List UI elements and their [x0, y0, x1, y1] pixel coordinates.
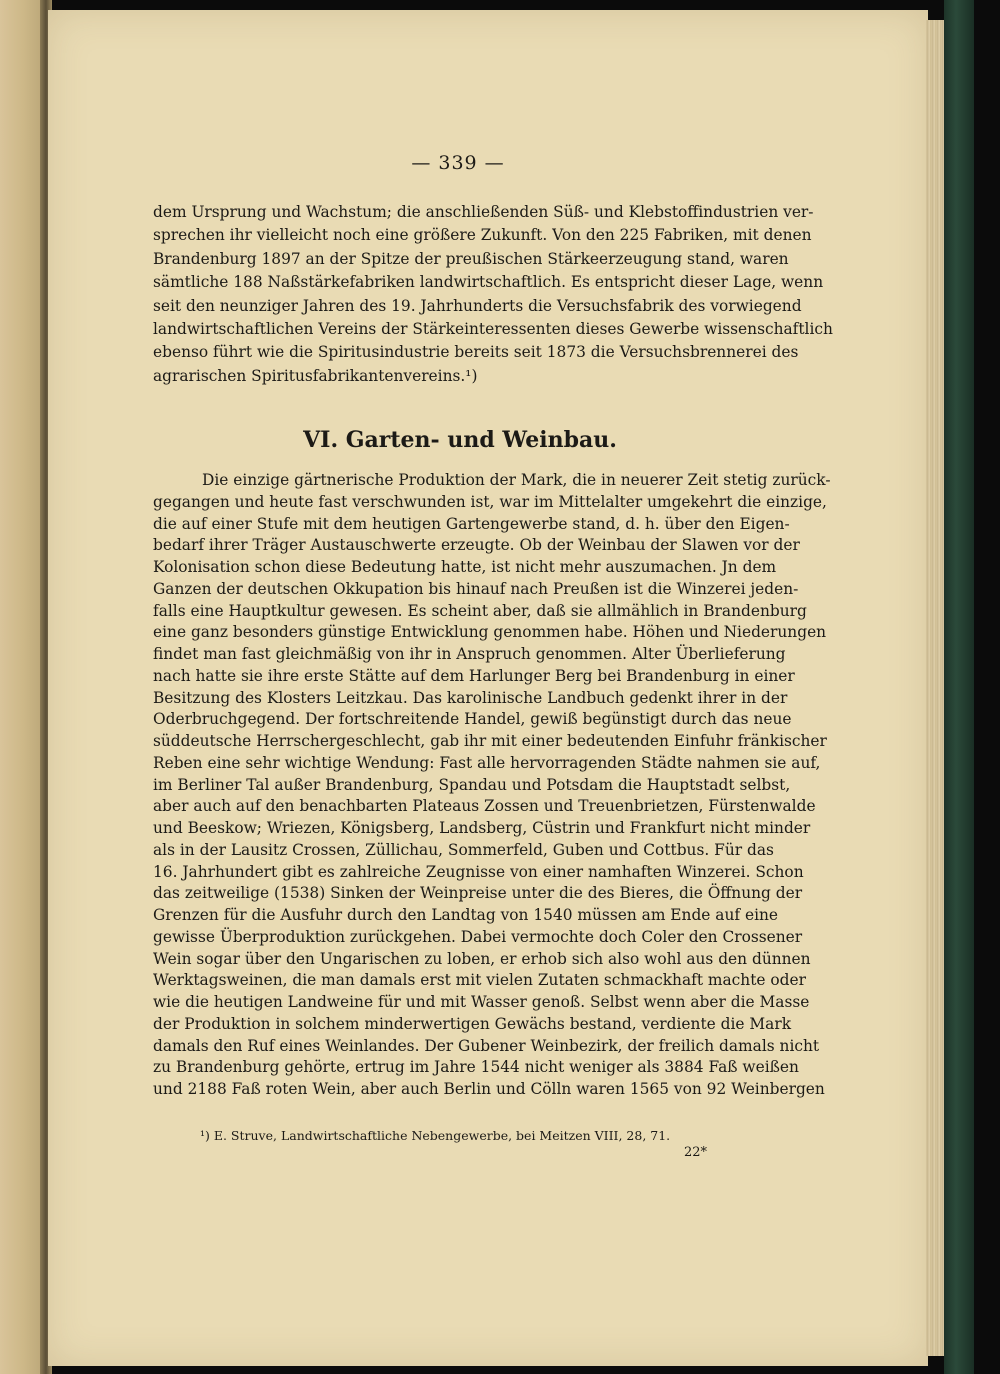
- text-line: und Beeskow; Wriezen, Königsberg, Landsberg, Cüstrin und Frankfurt nicht minder: [153, 819, 811, 837]
- text-line: die auf einer Stufe mit dem heutigen Gartengewerbe stand, d. h. über den Eigen-: [153, 514, 790, 533]
- text-line: Ganzen der deutschen Okkupation bis hinauf nach Preußen ist die Winzerei jeden-: [153, 579, 799, 598]
- text-line: agrarischen Spiritusfabrikantenvereins.¹): [153, 366, 478, 385]
- text-line: als in der Lausitz Crossen, Züllichau, Sommerfeld, Guben und Cottbus. Für das: [153, 840, 774, 859]
- book-cover-edge: [944, 0, 974, 1374]
- text-line: Grenzen für die Ausfuhr durch den Landtag von 1540 müssen am Ende auf eine: [153, 906, 779, 924]
- text-line: falls eine Hauptkultur gewesen. Es scheint aber, daß sie allmählich in Brandenburg: [153, 601, 807, 620]
- page-edges: [926, 20, 946, 1356]
- text-line: Die einzige gärtnerische Produktion der Mark, die in neuerer Zeit stetig zurück-: [202, 471, 831, 489]
- text-line: landwirtschaftlichen Vereins der Stärkeinteressenten dieses Gewerbe wissenschaftlich: [153, 320, 833, 338]
- text-line: Werktagsweinen, die man damals erst mit vielen Zutaten schmackhaft machte oder: [153, 971, 806, 990]
- text-line: dem Ursprung und Wachstum; die anschließenden Süß- und Klebstoffindustrien ver-: [153, 203, 814, 221]
- text-line: aber auch auf den benachbarten Plateaus Zossen und Treuenbrietzen, Fürstenwalde: [153, 797, 816, 816]
- text-line: Besitzung des Klosters Leitzkau. Das karolinische Landbuch gedenkt ihrer in der: [153, 688, 788, 707]
- text-line: Reben eine sehr wichtige Wendung: Fast alle hervorragenden Städte nahmen sie auf,: [153, 753, 821, 772]
- text-line: findet man fast gleichmäßig von ihr in Anspruch genommen. Alter Überlieferung: [153, 645, 786, 663]
- text-line: das zeitweilige (1538) Sinken der Weinpreise unter die des Bieres, die Öffnung der: [153, 884, 803, 903]
- text-line: damals den Ruf eines Weinlandes. Der Gubener Weinbezirk, der freilich damals nicht: [153, 1036, 820, 1055]
- text-line: Kolonisation schon diese Bedeutung hatte, ist nicht mehr auszumachen. Jn dem: [153, 558, 777, 576]
- printer-signature: 22*: [684, 1145, 708, 1160]
- text-line: nach hatte sie ihre erste Stätte auf dem Harlunger Berg bei Brandenburg in einer: [153, 666, 795, 685]
- text-line: gewisse Überproduktion zurückgehen. Dabei vermochte doch Coler den Crossener: [153, 927, 803, 946]
- text-line: der Produktion in solchem minderwertigen Gewächs bestand, verdiente die Mark: [153, 1014, 792, 1033]
- page-number: — 339 —: [411, 152, 505, 174]
- text-line: ebenso führt wie die Spiritusindustrie bereits seit 1873 die Versuchsbrennerei des: [153, 343, 799, 362]
- text-line: wie die heutigen Landweine für und mit Wasser genoß. Selbst wenn aber die Masse: [153, 993, 810, 1011]
- text-line: bedarf ihrer Träger Austauschwerte erzeugte. Ob der Weinbau der Slawen vor der: [153, 536, 800, 555]
- text-line: Wein sogar über den Ungarischen zu loben, er erhob sich also wohl aus den dünnen: [153, 949, 811, 968]
- text-line: Brandenburg 1897 an der Spitze der preußischen Stärkeerzeugung stand, waren: [153, 249, 789, 268]
- text-line: sämtliche 188 Naßstärkefabriken landwirtschaftlich. Es entspricht dieser Lage, wenn: [153, 273, 824, 292]
- text-line: Oderbruchgegend. Der fortschreitende Handel, gewiß begünstigt durch das neue: [153, 710, 792, 729]
- text-line: zu Brandenburg gehörte, ertrug im Jahre 1544 nicht weniger als 3884 Faß weißen: [153, 1058, 799, 1077]
- text-line: und 2188 Faß roten Wein, aber auch Berlin und Cölln waren 1565 von 92 Weinbergen: [153, 1080, 825, 1098]
- text-line: süddeutsche Herrschergeschlecht, gab ihr mit einer bedeutenden Einfuhr fränkischer: [153, 732, 827, 750]
- text-line: seit den neunziger Jahren des 19. Jahrhunderts die Versuchsfabrik des vorwiegend: [153, 296, 802, 315]
- text-line: gegangen und heute fast verschwunden ist, war im Mittelalter umgekehrt die einzige,: [153, 492, 827, 511]
- text-line: im Berliner Tal außer Brandenburg, Spandau und Potsdam die Hauptstadt selbst,: [153, 775, 791, 794]
- section-heading: VI. Garten- und Weinbau.: [303, 427, 617, 453]
- text-line: eine ganz besonders günstige Entwicklung genommen habe. Höhen und Niederungen: [153, 623, 827, 642]
- footnote: ¹) E. Struve, Landwirtschaftliche Nebengewerbe, bei Meitzen VIII, 28, 71.: [200, 1128, 671, 1143]
- text-line: 16. Jahrhundert gibt es zahlreiche Zeugnisse von einer namhaften Winzerei. Schon: [153, 862, 804, 881]
- text-line: sprechen ihr vielleicht noch eine größere Zukunft. Von den 225 Fabriken, mit denen: [153, 226, 812, 245]
